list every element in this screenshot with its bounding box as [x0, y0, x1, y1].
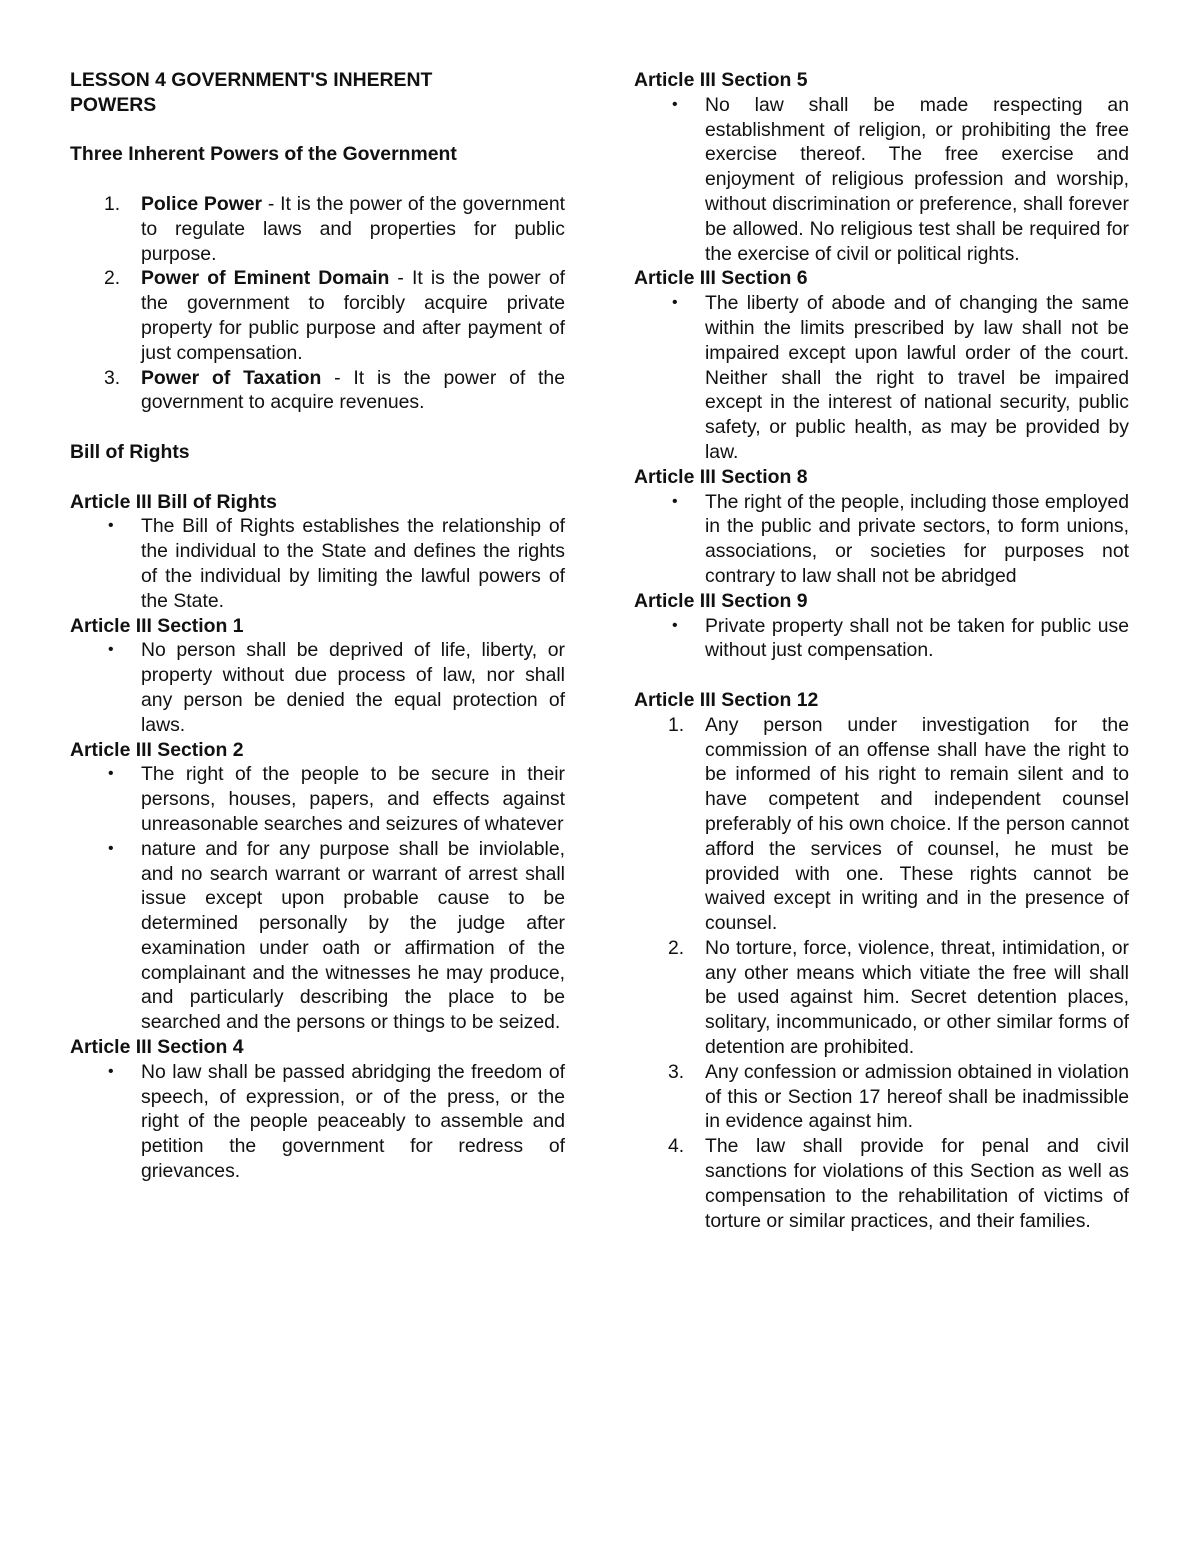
list-number: 1.	[668, 713, 685, 736]
list-item: • Private property shall not be taken for public use without just compensation.	[672, 614, 1129, 662]
list-number: 1.	[104, 192, 121, 215]
power-item-eminent-domain	[70, 266, 565, 365]
power-term: Power of Taxation	[141, 366, 322, 389]
power-term: Power of Eminent Domain	[141, 267, 390, 290]
list-item: • The Bill of Rights establishes the relationship of the individual to the State and defines the rights of the individual by limiting the lawful powers of the State.	[108, 515, 565, 612]
list-number: 3.	[104, 366, 121, 389]
section-heading: Article III Section 6	[634, 267, 808, 290]
power-item-taxation	[70, 366, 565, 416]
section-heading: Article III Section 4	[70, 1036, 244, 1059]
bullet-icon: •	[108, 1062, 114, 1080]
bullet-icon: •	[108, 765, 114, 783]
power-term: Police Power	[141, 192, 263, 215]
powers-heading: Three Inherent Powers of the Government	[70, 143, 457, 166]
lesson-title-line2: POWERS	[70, 93, 157, 116]
lesson-title	[70, 68, 565, 118]
section-heading: Article III Section 1	[70, 614, 244, 637]
section-bullets	[634, 614, 1129, 664]
powers-list	[70, 192, 565, 415]
list-item: 4. The law shall provide for penal and civil sanctions for violations of this Section as well as compensation to the rehabilitation of victims of torture or similar practices, and their families.	[668, 1135, 1129, 1232]
section-bullets	[70, 514, 565, 613]
section-heading: Article III Section 5	[634, 69, 808, 91]
list-item: • The right of the people to be secure in their persons, houses, papers, and effects against unreasonable searches and seizures of whatever	[108, 763, 565, 835]
list-item: • The right of the people, including those employed in the public and private sectors, to form unions, associations, or societies for purposes not contrary to law shall not be abridged	[672, 490, 1129, 587]
list-item: 1. Any person under investigation for the commission of an offense shall have the right to be informed of his right to remain silent and to have competent and independent counsel preferably of his own choice. If the person cannot afford the services of counsel, he must be provided with one. These rights cannot be waived except in writing and in the presence of counsel.	[668, 713, 1129, 935]
list-number: 2.	[668, 936, 685, 959]
section-bullets	[70, 638, 565, 737]
section-heading: Article III Section 9	[634, 589, 808, 612]
power-definition: - It is the power of the government to acquire revenues.	[141, 366, 565, 414]
bullet-icon: •	[672, 616, 678, 634]
section-heading: Article III Section 8	[634, 465, 808, 488]
list-item: • nature and for any purpose shall be inviolable, and no search warrant or warrant of arrest shall issue except upon probable cause to be determined personally by the judge after examination under oath or affirmation of the complainant and the witnesses he may produce, and particularly describing the place to be searched and the persons or things to be seized.	[108, 837, 565, 1034]
list-item: • No law shall be passed abridging the freedom of speech, of expression, or of the press, or the right of the people peaceably to assemble and petition the government for redress of grievances.	[108, 1060, 565, 1183]
section-bullets	[634, 93, 1129, 267]
bullet-icon: •	[672, 294, 678, 312]
section-bullets	[70, 1060, 565, 1184]
section-bullets	[70, 762, 565, 1035]
right-column	[634, 68, 1129, 1233]
list-item: • No person shall be deprived of life, liberty, or property without due process of law, nor shall any person be denied the equal protection of laws.	[108, 639, 565, 736]
section-heading: Article III Section 2	[70, 738, 244, 761]
section-bullets	[634, 291, 1129, 465]
list-item: 2. No torture, force, violence, threat, intimidation, or any other means which vitiate the free will shall be used against him. Secret detention places, solitary, incommunicado, or other similar forms of detention are prohibited.	[668, 936, 1129, 1059]
lesson-title-line1: LESSON 4 GOVERNMENT'S INHERENT	[70, 69, 433, 91]
power-definition: - It is the power of the government to forcibly acquire private property for public purpose and after payment of just compensation.	[141, 267, 565, 364]
list-item: 3. Any confession or admission obtained in violation of this or Section 17 hereof shall be inadmissible in evidence against him.	[668, 1060, 1129, 1133]
left-column	[70, 68, 565, 1184]
list-item: • No law shall be made respecting an establishment of religion, or prohibiting the free exercise thereof. The free exercise and enjoyment of religious profession and worship, without discrimination or preference, shall forever be allowed. No religious test shall be required for the exercise of civil or political rights.	[672, 93, 1129, 265]
section12-list	[634, 713, 1129, 1234]
section-bullets	[634, 490, 1129, 589]
bullet-icon: •	[108, 517, 114, 535]
bullet-icon: •	[672, 492, 678, 510]
bullet-icon: •	[108, 641, 114, 659]
bullet-icon: •	[672, 95, 678, 113]
list-number: 3.	[668, 1060, 685, 1083]
list-number: 2.	[104, 267, 121, 290]
section-heading: Article III Section 12	[634, 688, 819, 711]
list-number: 4.	[668, 1135, 685, 1158]
bullet-icon: •	[108, 839, 114, 857]
list-item: • The liberty of abode and of changing the same within the limits prescribed by law shall not be impaired except upon lawful order of the court. Neither shall the right to travel be impaired except in the interest of national security, public safety, or public health, as may be provided by law.	[672, 292, 1129, 463]
power-definition: - It is the power of the government to regulate laws and properties for public purpose.	[141, 192, 565, 265]
power-item-police	[70, 192, 565, 266]
bill-of-rights-heading: Bill of Rights	[70, 440, 190, 463]
section-heading: Article III Bill of Rights	[70, 490, 277, 513]
